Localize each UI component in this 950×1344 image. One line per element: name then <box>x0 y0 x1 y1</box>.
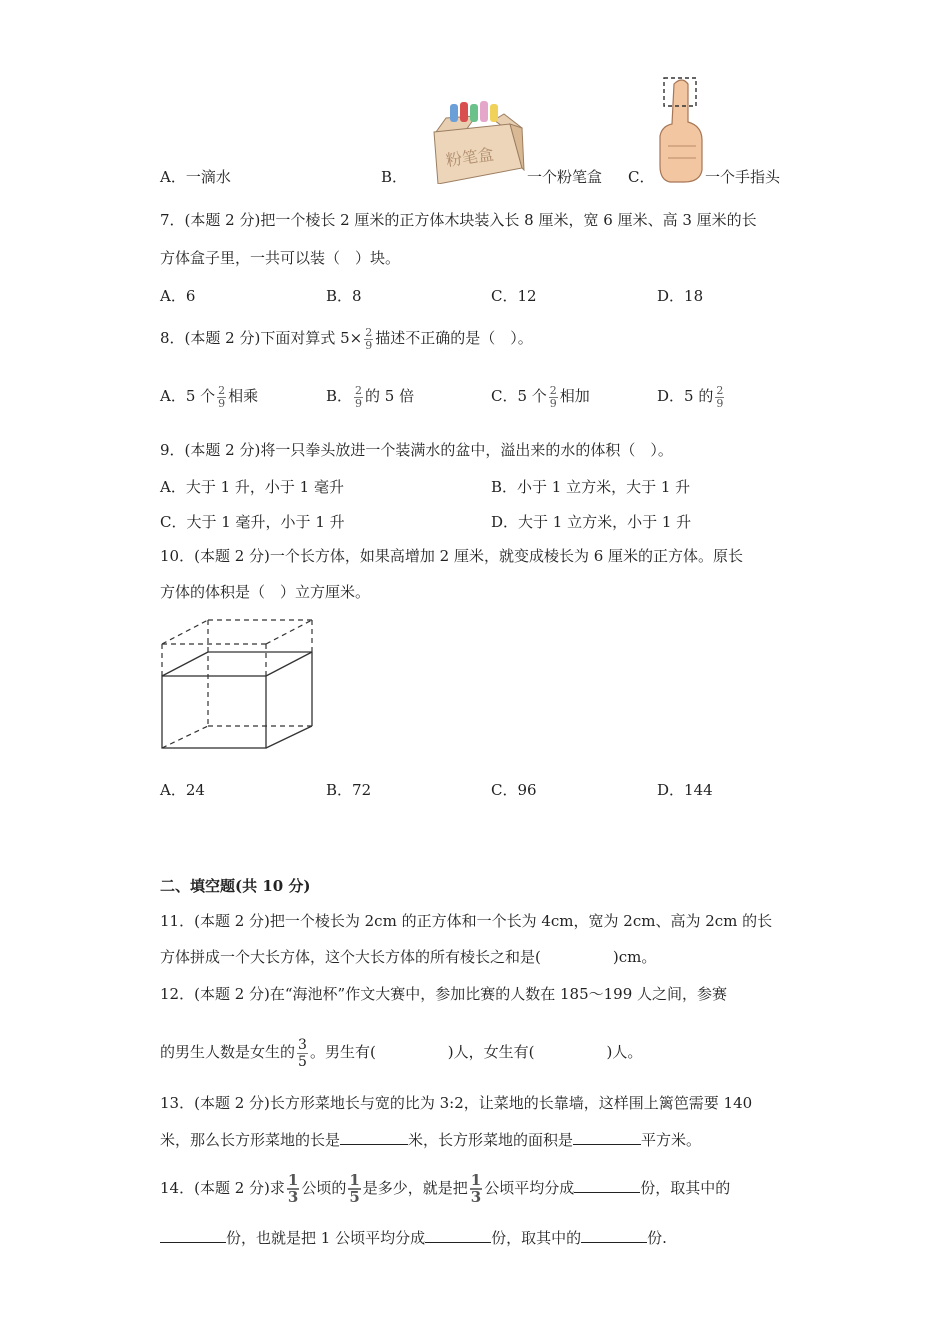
q13-blank-length[interactable] <box>340 1130 408 1145</box>
q9-stem: 9．(本题 2 分)将一只拳头放进一个装满水的盆中，溢出来的水的体积（ ）。 <box>160 441 673 459</box>
q14-line2: 份，也就是把 1 公顷平均分成 份，取其中的 份. <box>160 1228 667 1248</box>
q7-line1: 7．(本题 2 分)把一个棱长 2 厘米的正方体木块装入长 8 厘米，宽 6 厘米、高 3 厘米的长 <box>160 211 757 229</box>
q8-option-d: D．5 的 $\frac{2}{9}$ <box>657 383 724 410</box>
q14-blank-4[interactable] <box>581 1228 647 1243</box>
section-title: 二、填空题(共 10 分) <box>160 877 311 895</box>
q14-blank-1[interactable] <box>574 1178 640 1193</box>
q13-blank-area[interactable] <box>573 1130 641 1145</box>
q14-blank-3[interactable] <box>425 1228 491 1243</box>
q8-prefix: 8．(本题 2 分)下面对算式 5× <box>160 329 363 347</box>
q14-fraction-2: $\frac{1}{5}$ <box>349 1171 360 1206</box>
q8-option-a: A．5 个 $\frac{2}{9}$ 相乘 <box>160 383 259 410</box>
chalk-box-illustration <box>406 98 526 184</box>
q14-fraction-1: $\frac{1}{3}$ <box>287 1171 299 1206</box>
q6-option-b-text: 一个粉笔盒 <box>527 168 603 186</box>
q10-line2: 方体的体积是（ ）立方厘米。 <box>160 583 371 601</box>
q9-option-c: C．大于 1 毫升，小于 1 升 <box>160 513 345 531</box>
q10-option-d: D．144 <box>657 781 713 799</box>
q8-suffix: 描述不正确的是（ ）。 <box>375 329 533 347</box>
q6-option-c-letter: C． <box>628 168 655 186</box>
q10-line1: 10．(本题 2 分)一个长方体，如果高增加 2 厘米，就变成棱长为 6 厘米的正方体。原长 <box>160 547 744 565</box>
q14-blank-2[interactable] <box>160 1228 226 1243</box>
q10-option-a: A．24 <box>160 781 205 799</box>
q6-option-c-text: 一个手指头 <box>705 168 781 186</box>
q12-fraction: $\frac{3}{5}$ <box>298 1036 307 1070</box>
q11-line1: 11．(本题 2 分)把一个棱长为 2cm 的正方体和一个长为 4cm，宽为 2cm、高为 2cm 的长 <box>160 912 773 930</box>
chalk-box-label: 粉笔盒 <box>444 144 495 171</box>
thumb-illustration <box>658 74 704 186</box>
q7-option-a: A．6 <box>160 287 196 305</box>
q7-option-c: C．12 <box>491 287 537 305</box>
q11-line2: 方体拼成一个大长方体，这个大长方体的所有棱长之和是( )cm。 <box>160 948 657 966</box>
q7-option-b: B．8 <box>326 287 362 305</box>
q13-line2: 米，那么长方形菜地的长是 米，长方形菜地的面积是 平方米。 <box>160 1131 702 1149</box>
q9-option-a: A．大于 1 升，小于 1 毫升 <box>160 478 344 496</box>
q6-option-a: A．一滴水 <box>160 168 231 186</box>
q8-fraction: $\frac{2}{9}$ <box>365 325 373 352</box>
q13-line1: 13．(本题 2 分)长方形菜地长与宽的比为 3:2，让菜地的长靠墙，这样围上篱笆需要 140 <box>160 1094 753 1112</box>
q8-option-c: C．5 个 $\frac{2}{9}$ 相加 <box>491 383 590 410</box>
q12-line2: 的男生人数是女生的 $\frac{3}{5}$ 。男生有( )人，女生有( )人。 <box>160 1036 643 1070</box>
q9-option-d: D．大于 1 立方米，小于 1 升 <box>491 513 692 531</box>
q14-line1: 14．(本题 2 分)求 $\frac{1}{3}$ 公顷的 $\frac{1}{5}$ 是多少，就是把 $\frac{1}{3}$ 公顷平均分成 份，取其中的 <box>160 1171 731 1206</box>
q14-fraction-3: $\frac{1}{3}$ <box>470 1171 482 1206</box>
cuboid-diagram <box>158 618 320 752</box>
q8-option-b: B． $\frac{2}{9}$ 的 5 倍 <box>326 383 415 410</box>
q9-option-b: B．小于 1 立方米，大于 1 升 <box>491 478 691 496</box>
q8-stem <box>160 318 533 358</box>
q7-option-d: D．18 <box>657 287 704 305</box>
q6-option-b-letter: B． <box>381 168 408 186</box>
q10-option-b: B．72 <box>326 781 372 799</box>
q12-line1: 12．(本题 2 分)在“海池杯”作文大赛中，参加比赛的人数在 185～199 人之间，参赛 <box>160 985 728 1003</box>
q10-option-c: C．96 <box>491 781 537 799</box>
q7-line2: 方体盒子里，一共可以装（ ）块。 <box>160 249 401 267</box>
